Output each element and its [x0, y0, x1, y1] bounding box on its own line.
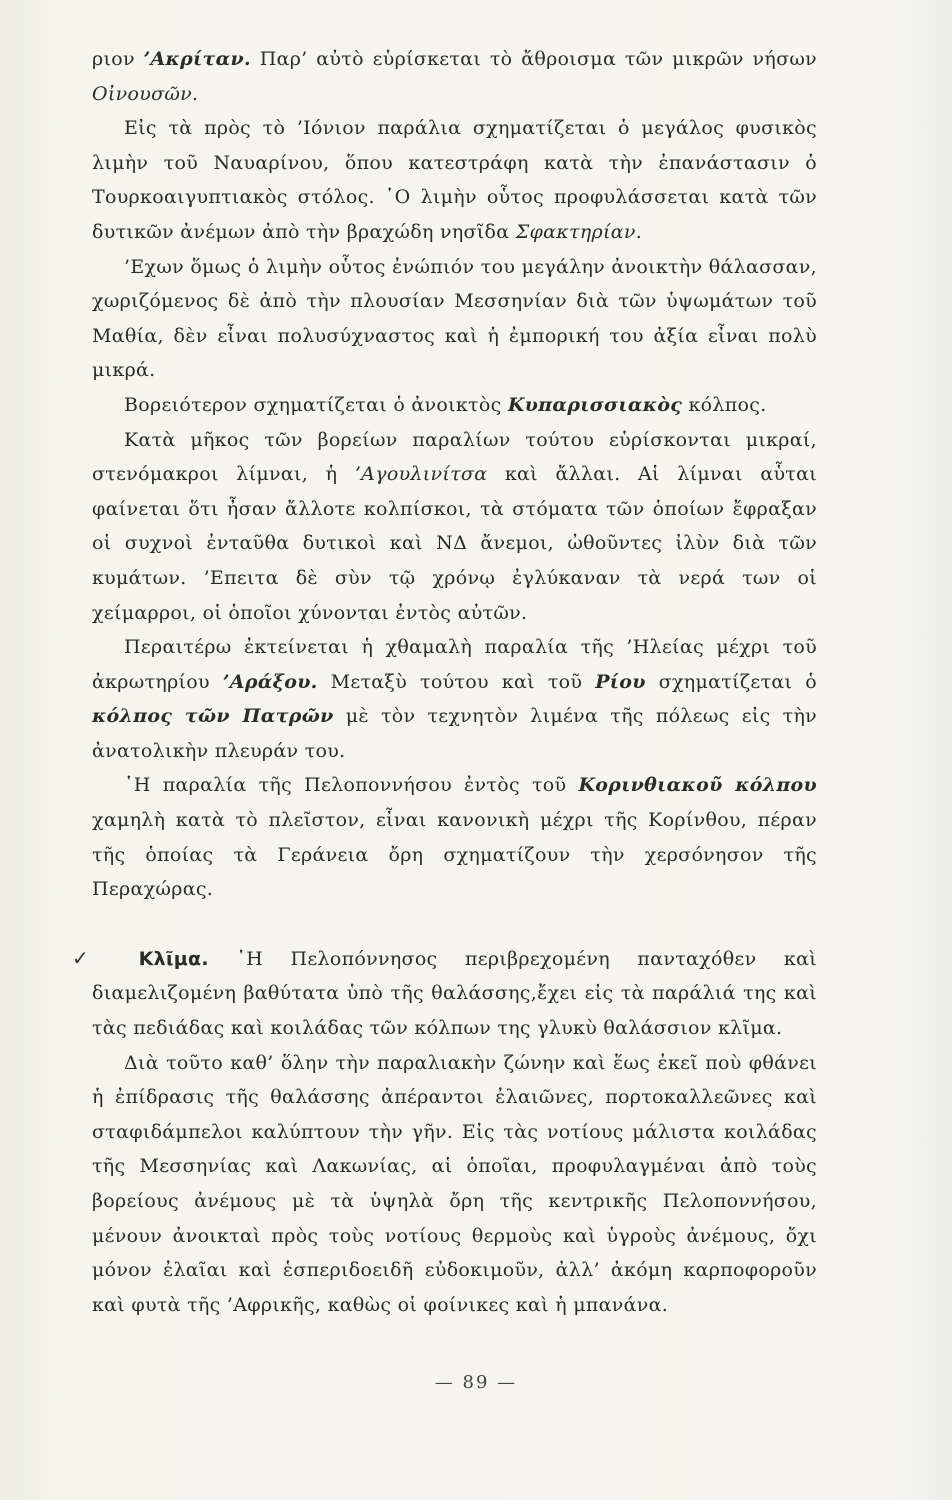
page-body-text [72, 42, 818, 1322]
text-run: Μεταξὺ τούτου καὶ τοῦ [317, 670, 596, 693]
text-run: Κατὰ μῆκος τῶν βορείων παραλίων τούτου εὑρίσκονται μικραί, στενόμακροι λίμναι, ἡ [92, 428, 817, 486]
text-run: Περαιτέρω ἐκτείνεται ἡ χθαμαλὴ παραλία τῆς ’Ηλείας μέχρι τοῦ ἀκρωτηρίου [92, 636, 817, 693]
text-run: ’Εχων ὅμως ὁ λιμὴν οὗτος ἐνώπιόν του μεγάλην ἀνοικτὴν θάλασσαν, χωριζόμενος δὲ ἀπὸ τὴν πλουσίαν Μεσσηνίαν διὰ τῶν ὑψωμάτων τοῦ Μαθία, δὲν εἶναι πολυσύχναστος καὶ ἡ ἐμπορική του ἀξία εἶναι πολὺ μικρά. [92, 255, 817, 382]
emphasized-term: Κλῖμα. [138, 947, 209, 970]
text-run: ῾Η παραλία τῆς Πελοποννήσου ἐντὸς τοῦ [124, 774, 579, 797]
text-run: χαμηλὴ κατὰ τὸ πλεῖστον, εἶναι κανονικὴ μέχρι τῆς Κορίνθου, πέραν τῆς ὁποίας τὰ Γεράνεια ὄρη σχηματίζουν τὴν χερσόνησον τῆς Περαχώρας. [92, 809, 817, 901]
paragraph [92, 630, 817, 768]
emphasized-term: κόλπος τῶν Πατρῶν [92, 705, 334, 728]
text-run: ριον [92, 48, 144, 70]
emphasized-term: ’Ακρίταν. [143, 48, 251, 70]
text-run: σχηματίζεται ὁ [645, 670, 817, 693]
paragraph [92, 388, 817, 423]
text-run: καὶ ἄλλαι. Αἱ λίμναι αὗται φαίνεται ὅτι ἦσαν ἄλλοτε κολπίσκοι, τὰ στόματα τῶν ὁποίων ἔφραξαν οἱ συχνοὶ ἐνταῦθα δυτικοὶ καὶ ΝΔ ἄνεμοι, ὠθοῦντες ἰλὺν διὰ τῶν κυμάτων. ’Επειτα δὲ σὺν τῷ χρόνῳ ἐγλύκαναν τὰ νερά των οἱ χείμαρροι, οἱ ὁποῖοι χύνονται ἐντὸς αὐτῶν. [92, 463, 817, 624]
page-number: — 89 — [434, 1372, 518, 1393]
emphasized-term: Σφακτηρίαν. [515, 220, 643, 243]
paragraph [92, 250, 817, 388]
emphasized-term: Κυπαρισσιακὸς [507, 393, 683, 416]
emphasized-term: Οἰνουσῶν. [92, 82, 199, 105]
paragraph [92, 42, 817, 111]
text-run: Διὰ τοῦτο καθ’ ὅλην τὴν παραλιακὴν ζώνην καὶ ἕως ἐκεῖ ποὺ φθάνει ἡ ἐπίδρασις τῆς θαλάσσης ἀπέραντοι ἐλαιῶνες, πορτοκαλλεῶνες καὶ σταφιδάμπελοι καλύπτουν τὴν γῆν. Εἰς τὰς νοτίους μάλιστα κοιλάδας τῆς Μεσσηνίας καὶ Λακωνίας, αἱ ὁποῖαι, προφυλαγμέναι ἀπὸ τοὺς βορείους ἀνέμους μὲ τὰ ὑψηλὰ ὄρη τῆς κεντρικῆς Πελοποννήσου, μένουν ἀνοικταὶ πρὸς τοὺς νοτίους θερμοὺς καὶ ὑγροὺς ἀνέμους, ὄχι μόνον ἐλαῖαι καὶ ἑσπεριδοειδῆ εὐδοκιμοῦν, ἀλλ’ ἀκόμη καρποφοροῦν καὶ φυτὰ τῆς ’Αφρικῆς, καθὼς οἱ φοίνικες καὶ ἡ μπανάνα. [92, 1051, 817, 1316]
emphasized-term: Ρίου [595, 670, 646, 693]
emphasized-term: Κορινθιακοῦ κόλπου [578, 774, 818, 797]
emphasized-term: ’Αράξου. [222, 670, 318, 693]
emphasized-term: ’Αγουλινίτσα [354, 463, 488, 486]
handwritten-check-icon: ✓ [72, 945, 139, 970]
text-run: Βορειότερον σχηματίζεται ὁ ἀνοικτὸς [124, 393, 508, 416]
text-run: Εἰς τὰ πρὸς τὸ ’Ιόνιον παράλια σχηματίζεται ὁ μεγάλος φυσικὸς λιμὴν τοῦ Ναυαρίνου, ὅπου κατεστράφη κατὰ τὴν ἐπανάστασιν ὁ Τουρκοαιγυπτιακὸς στόλος. ῾Ο λιμὴν οὗτος προφυλάσσεται κατὰ τῶν δυτικῶν ἀνέμων ἀπὸ τὴν βραχώδη νησῖδα [92, 117, 817, 243]
paragraph [92, 111, 817, 249]
paragraph [92, 1046, 817, 1323]
paragraph [72, 941, 817, 1046]
text-run: κόλπος. [682, 393, 767, 416]
text-run: ῾Η Πελοπόννησος περιβρεχομένη πανταχόθεν καὶ διαμελιζομένη βαθύτατα ὑπὸ τῆς θαλάσσης,ἔχει εἰς τὰ παράλιά της καὶ τὰς πεδιάδας καὶ κοιλάδας τῶν κόλπων της γλυκὺ θαλάσσιον κλῖμα. [92, 947, 817, 1040]
text-run: Παρ’ αὐτὸ εὑρίσκεται τὸ ἄθροισμα τῶν μικρῶν νήσων [250, 48, 817, 70]
paragraph [92, 423, 817, 631]
text-run: μὲ τὸν τεχνητὸν λιμένα τῆς πόλεως εἰς τὴν ἀνατολικὴν πλευράν του. [92, 705, 817, 762]
paragraph [92, 768, 817, 906]
